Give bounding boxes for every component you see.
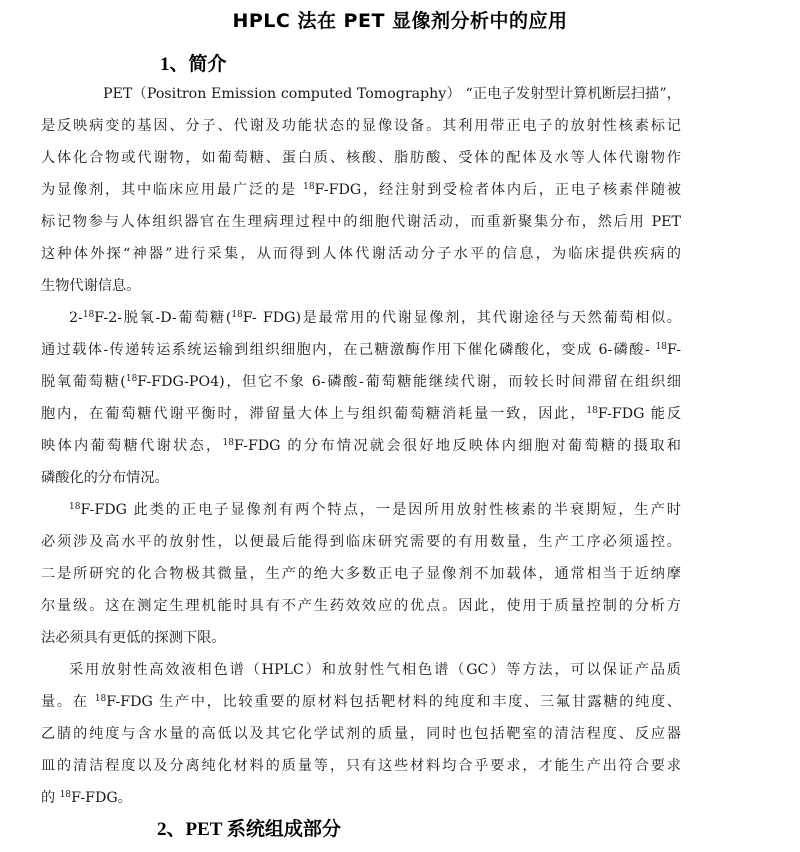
text-line: 标记物参与人体组织器官在生理病理过程中的细胞代谢活动，而重新聚集分布，然后用 PET (41, 214, 681, 230)
paragraph-quality-control (41, 654, 681, 814)
paragraph-fdg-characteristics (41, 494, 681, 654)
text-line: 2-$^{18}$F-2-脱氧-D-葡萄糖($^{18}$F- FDG)是最常用的代谢显像剂，其代谢途径与天然葡萄相似。 (69, 310, 681, 326)
superscript-isotope: 18 (231, 310, 243, 320)
superscript-isotope: 18 (69, 502, 81, 512)
superscript-isotope: 18 (94, 694, 107, 704)
text-line: 映体内葡萄糖代谢状态，$^{18}$F-FDG 的分布情况就会很好地反映体内细胞对葡萄糖的摄取和 (41, 438, 681, 454)
text-line: 脱氧葡萄糖($^{18}$F-FDG-PO4)，但它不象 6-磷酸-葡萄糖能继续代谢，而较长时间滞留在组织细 (41, 374, 681, 390)
text-line: 胞内，在葡萄糖代谢平衡时，滞留量大体上与组织葡萄糖消耗量一致，因此，$^{18}$F-FDG 能反 (41, 406, 681, 422)
superscript-isotope: 18 (303, 182, 315, 192)
text-line: 量。在 $^{18}$F-FDG 生产中，比较重要的原材料包括靶材料的纯度和丰度、三氟甘露糖的纯度、 (41, 694, 681, 710)
text-line: 的 $^{18}$F-FDG。 (41, 790, 132, 806)
text-line: 这种体外探“神器”进行采集，从而得到人体代谢活动分子水平的信息，为临床提供疾病的 (41, 246, 681, 262)
text-line: 人体化合物或代谢物，如葡萄糖、蛋白质、核酸、脂肪酸、受体的配体及水等人体代谢物作 (41, 150, 681, 166)
text-line: 是反映病变的基因、分子、代谢及功能状态的显像设备。其利用带正电子的放射性核素标记 (41, 118, 681, 134)
section-heading-pet-system: 2、PET 系统组成部分 (157, 819, 341, 840)
text-line: 磷酸化的分布情况。 (41, 470, 169, 486)
text-line: 生物代谢信息。 (41, 278, 141, 294)
text-line: 乙腈的纯度与含水量的高低以及其它化学试剂的质量，同时也包括靶室的清洁程度、反应器 (41, 726, 681, 742)
text-line: 尔量级。这在测定生理机能时具有不产生药效效应的优点。因此，使用于质量控制的分析方 (41, 598, 681, 614)
paragraph-pet-intro (41, 78, 681, 302)
section-heading-intro: 1、简介 (160, 54, 227, 75)
text-line: 必须涉及高水平的放射性，以便最后能得到临床研究需要的有用数量，生产工序必须遥控。 (41, 534, 681, 550)
text-line: 采用放射性高效液相色谱（HPLC）和放射性气相色谱（GC）等方法，可以保证产品质 (69, 662, 681, 678)
text-line: 二是所研究的化合物极其微量，生产的绝大多数正电子显像剂不加载体，通常相当于近纳摩 (41, 566, 681, 582)
superscript-isotope: 18 (59, 790, 72, 800)
text-line: 通过载体-传递转运系统运输到组织细胞内，在己糖激酶作用下催化磷酸化，变成 6-磷酸- $^{18}$F- (41, 342, 681, 358)
superscript-isotope: 18 (655, 342, 667, 352)
text-line: 法必须具有更低的探测下限。 (41, 630, 226, 646)
superscript-isotope: 18 (125, 374, 138, 384)
paragraph-fdg-metabolism (41, 302, 681, 494)
superscript-isotope: 18 (82, 310, 95, 320)
superscript-isotope: 18 (586, 406, 598, 416)
text-line: 为显像剂，其中临床应用最广泛的是 $^{18}$F-FDG，经注射到受检者体内后，正电子核素伴随被 (41, 182, 681, 198)
superscript-isotope: 18 (222, 438, 234, 448)
text-line: PET（Positron Emission computed Tomography） “正电子发射型计算机断层扫描”， (103, 86, 681, 102)
document-title: HPLC 法在 PET 显像剂分析中的应用 (232, 10, 568, 32)
text-line: $^{18}$F-FDG 此类的正电子显像剂有两个特点，一是因所用放射性核素的半衰期短，生产时 (69, 502, 681, 518)
text-line: 皿的清洁程度以及分离纯化材料的质量等，只有这些材料均合乎要求，才能生产出符合要求 (41, 758, 681, 774)
